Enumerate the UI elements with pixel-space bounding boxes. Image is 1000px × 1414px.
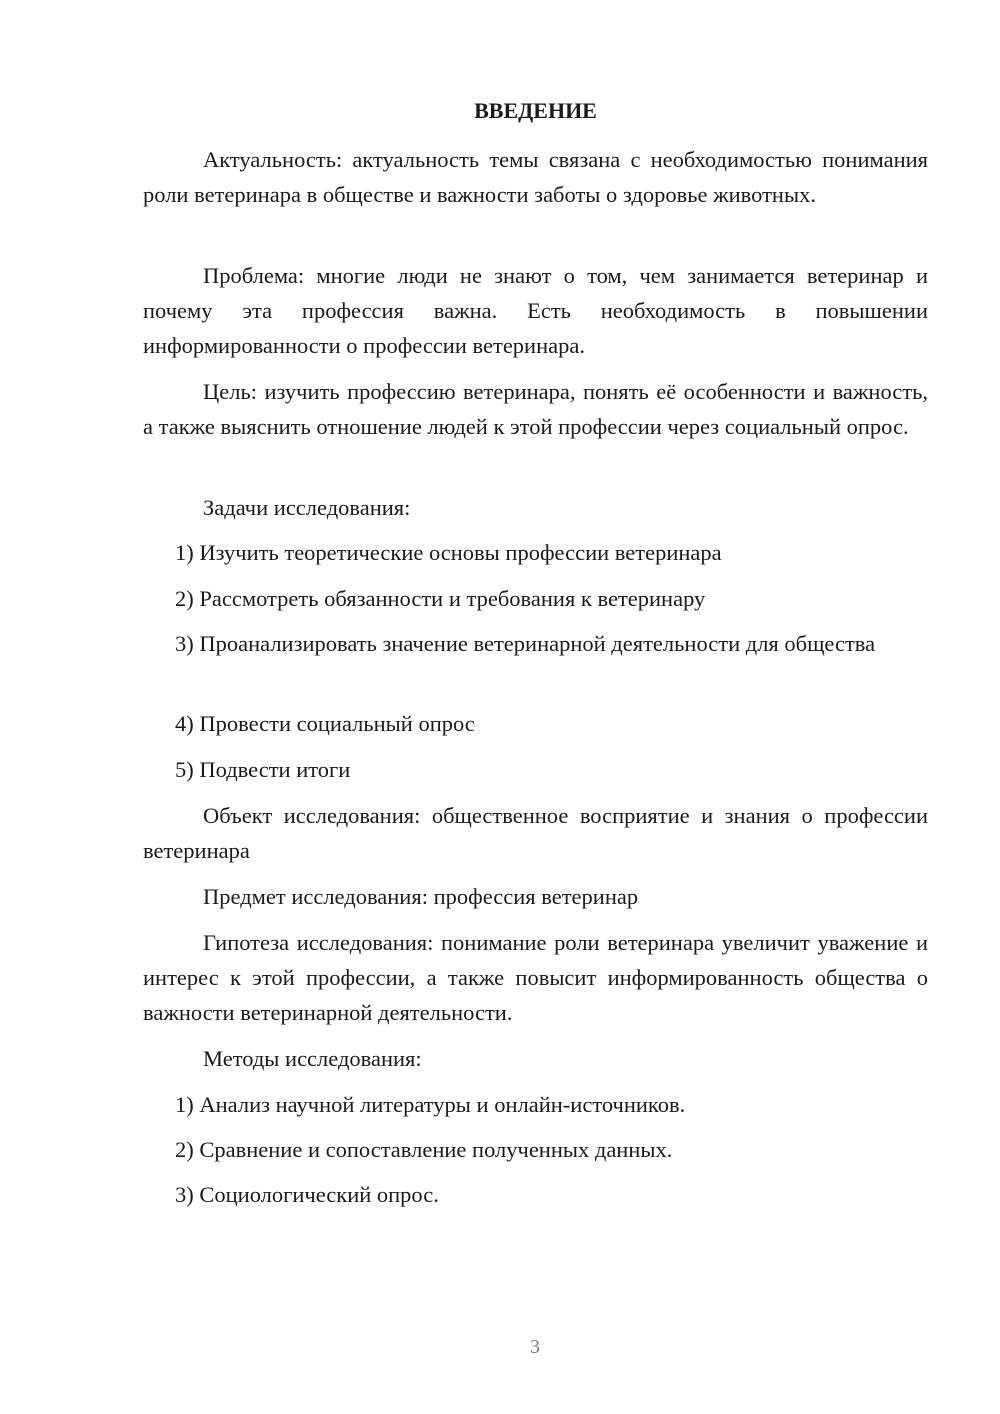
method-item-2: 2) Сравнение и сопоставление полученных данных. <box>175 1137 673 1162</box>
task-item-3: 3) Проанализировать значение ветеринарной деятельности для общества <box>175 631 876 656</box>
subject-paragraph: Предмет исследования: профессия ветеринар <box>203 884 639 909</box>
object-paragraph: Объект исследования: общественное восприятие и знания о профессии ветеринара <box>143 803 928 863</box>
tasks-title: Задачи исследования: <box>203 495 411 520</box>
section-heading: ВВЕДЕНИЕ <box>474 98 597 123</box>
method-item-3: 3) Социологический опрос. <box>175 1182 439 1207</box>
page-number: 3 <box>530 1336 540 1358</box>
methods-title: Методы исследования: <box>203 1046 422 1071</box>
task-item-5: 5) Подвести итоги <box>175 757 351 782</box>
relevance-paragraph: Актуальность: актуальность темы связана с необходимостью понимания роли ветеринара в обществе и важности заботы о здоровье животных. <box>143 147 928 207</box>
task-item-4: 4) Провести социальный опрос <box>175 711 475 736</box>
hypothesis-paragraph: Гипотеза исследования: понимание роли ветеринара увеличит уважение и интерес к этой профессии, а также повысит информированность общества о важности ветеринарной деятельности. <box>143 930 928 1025</box>
task-item-1: 1) Изучить теоретические основы профессии ветеринара <box>175 540 722 565</box>
task-item-2: 2) Рассмотреть обязанности и требования к ветеринару <box>175 586 706 611</box>
problem-paragraph: Проблема: многие люди не знают о том, чем занимается ветеринар и почему эта профессия важна. Есть необходимость в повышении информированности о профессии ветеринара. <box>143 263 928 358</box>
goal-paragraph: Цель: изучить профессию ветеринара, понять её особенности и важность, а также выяснить отношение людей к этой профессии через социальный опрос. <box>143 379 928 439</box>
method-item-1: 1) Анализ научной литературы и онлайн-источников. <box>175 1092 686 1117</box>
